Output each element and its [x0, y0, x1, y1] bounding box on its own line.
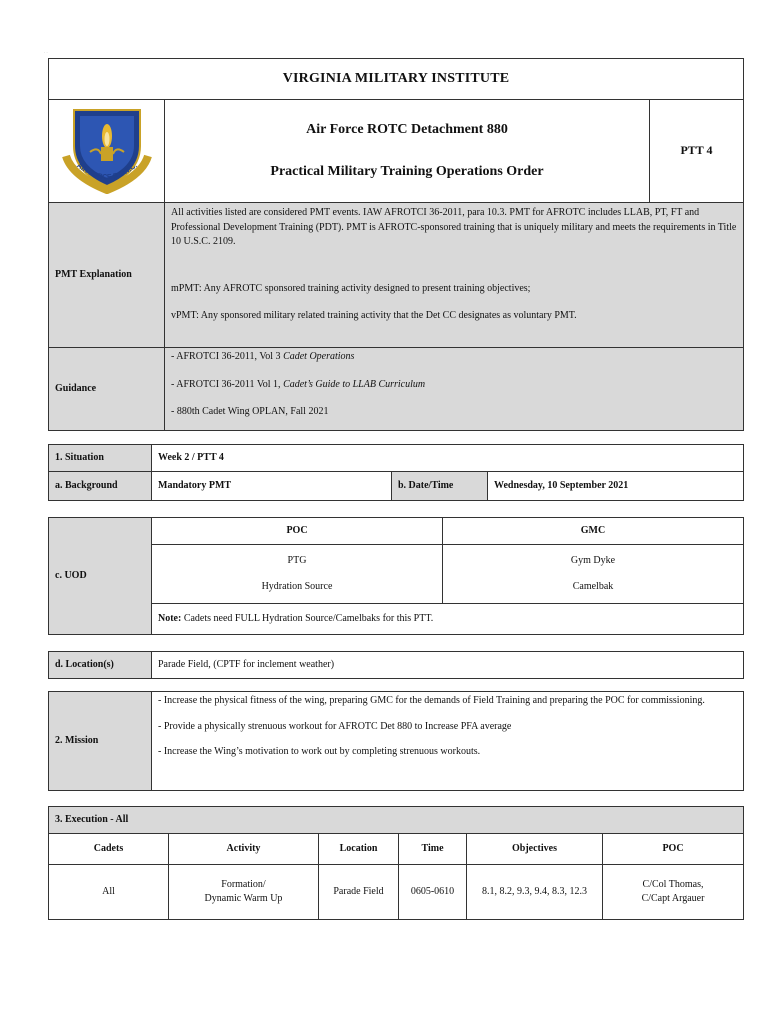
col-header-cadets: Cadets: [49, 834, 169, 865]
background-value: Mandatory PMT: [152, 472, 392, 501]
detachment-name: Air Force ROTC Detachment 880: [306, 121, 508, 137]
table-row: [49, 865, 744, 920]
execution-title: 3. Execution - All: [49, 807, 744, 834]
uod-label: c. UOD: [49, 518, 152, 635]
header-table: [48, 58, 744, 431]
afrotc-shield-icon: [60, 102, 154, 194]
guidance-item-2: - AFROTCI 36-2011 Vol 1, Cadet’s Guide to LLAB Curriculum: [171, 378, 426, 390]
col-header-time: Time: [399, 834, 467, 865]
guidance-item-1: - AFROTCI 36-2011, Vol 3 Cadet Operations: [171, 351, 355, 362]
uod-table: [48, 517, 744, 635]
row-cadets: All: [49, 865, 169, 920]
ptt-number: PTT 4: [650, 100, 744, 203]
page-corner-mark: · ·: [44, 50, 48, 55]
pmt-para-3: vPMT: Any sponsored military related training activity that the Det CC designates as voluntary PMT.: [171, 310, 577, 321]
mission-table: [48, 691, 744, 791]
mission-line-1: - Increase the physical fitness of the wing, preparing GMC for the demands of Field Training and preparing the POC for commissioning.: [158, 695, 705, 706]
afrotc-logo: [49, 100, 165, 203]
pmt-explanation-text: [165, 203, 744, 348]
col-header-activity: Activity: [169, 834, 319, 865]
background-label: a. Background: [49, 472, 152, 501]
row-poc: C/Col Thomas, C/Capt Argauer: [603, 865, 744, 920]
logo-text: AIR FORCE R.O.T.C.: [74, 162, 139, 182]
pmt-para-1: All activities listed are considered PMT events. IAW AFROTCI 36-2011, para 10.3. PMT for AFROTC includes LLAB, PT, FT and Professional Development Training (PDT). PMT is AFROTC-sponsored training that is uniquely military and meets the requirements in Title 10 U.S.C. 2109.: [171, 207, 737, 247]
uod-poc-items: PTG Hydration Source: [152, 545, 443, 604]
situation-label: 1. Situation: [49, 445, 152, 472]
location-value: Parade Field, (CPTF for inclement weather): [152, 652, 744, 679]
uod-poc-header: POC: [152, 518, 443, 545]
col-header-poc: POC: [603, 834, 744, 865]
order-title: Practical Military Training Operations Order: [270, 164, 544, 179]
guidance-label: Guidance: [49, 348, 165, 431]
mission-label: 2. Mission: [49, 692, 152, 791]
row-location: Parade Field: [319, 865, 399, 920]
location-table: [48, 651, 744, 679]
uod-gmc-header: GMC: [443, 518, 744, 545]
row-objectives: 8.1, 8.2, 9.3, 9.4, 8.3, 12.3: [467, 865, 603, 920]
mission-line-3: - Increase the Wing’s motivation to work out by completing strenuous workouts.: [158, 746, 481, 757]
situation-table: [48, 444, 744, 501]
mission-text: [152, 692, 744, 791]
row-activity: Formation/ Dynamic Warm Up: [169, 865, 319, 920]
guidance-item-3: - 880th Cadet Wing OPLAN, Fall 2021: [171, 406, 329, 417]
pmt-para-2: mPMT: Any AFROTC sponsored training activity designed to present training objectives;: [171, 282, 531, 294]
row-time: 0605-0610: [399, 865, 467, 920]
institute-title: VIRGINIA MILITARY INSTITUTE: [49, 59, 744, 100]
datetime-value: Wednesday, 10 September 2021: [488, 472, 744, 501]
col-header-location: Location: [319, 834, 399, 865]
col-header-objectives: Objectives: [467, 834, 603, 865]
location-label: d. Location(s): [49, 652, 152, 679]
detachment-cell: [165, 100, 650, 203]
mission-line-2: - Provide a physically strenuous workout for AFROTC Det 880 to Increase PFA average: [158, 720, 512, 732]
guidance-list: [165, 348, 744, 431]
uod-gmc-items: Gym Dyke Camelbak: [443, 545, 744, 604]
uod-note: Note: Cadets need FULL Hydration Source/Camelbaks for this PTT.: [152, 604, 744, 635]
datetime-label: b. Date/Time: [392, 472, 488, 501]
situation-value: Week 2 / PTT 4: [152, 445, 744, 472]
pmt-explanation-label: PMT Explanation: [49, 203, 165, 348]
execution-table: [48, 806, 744, 920]
